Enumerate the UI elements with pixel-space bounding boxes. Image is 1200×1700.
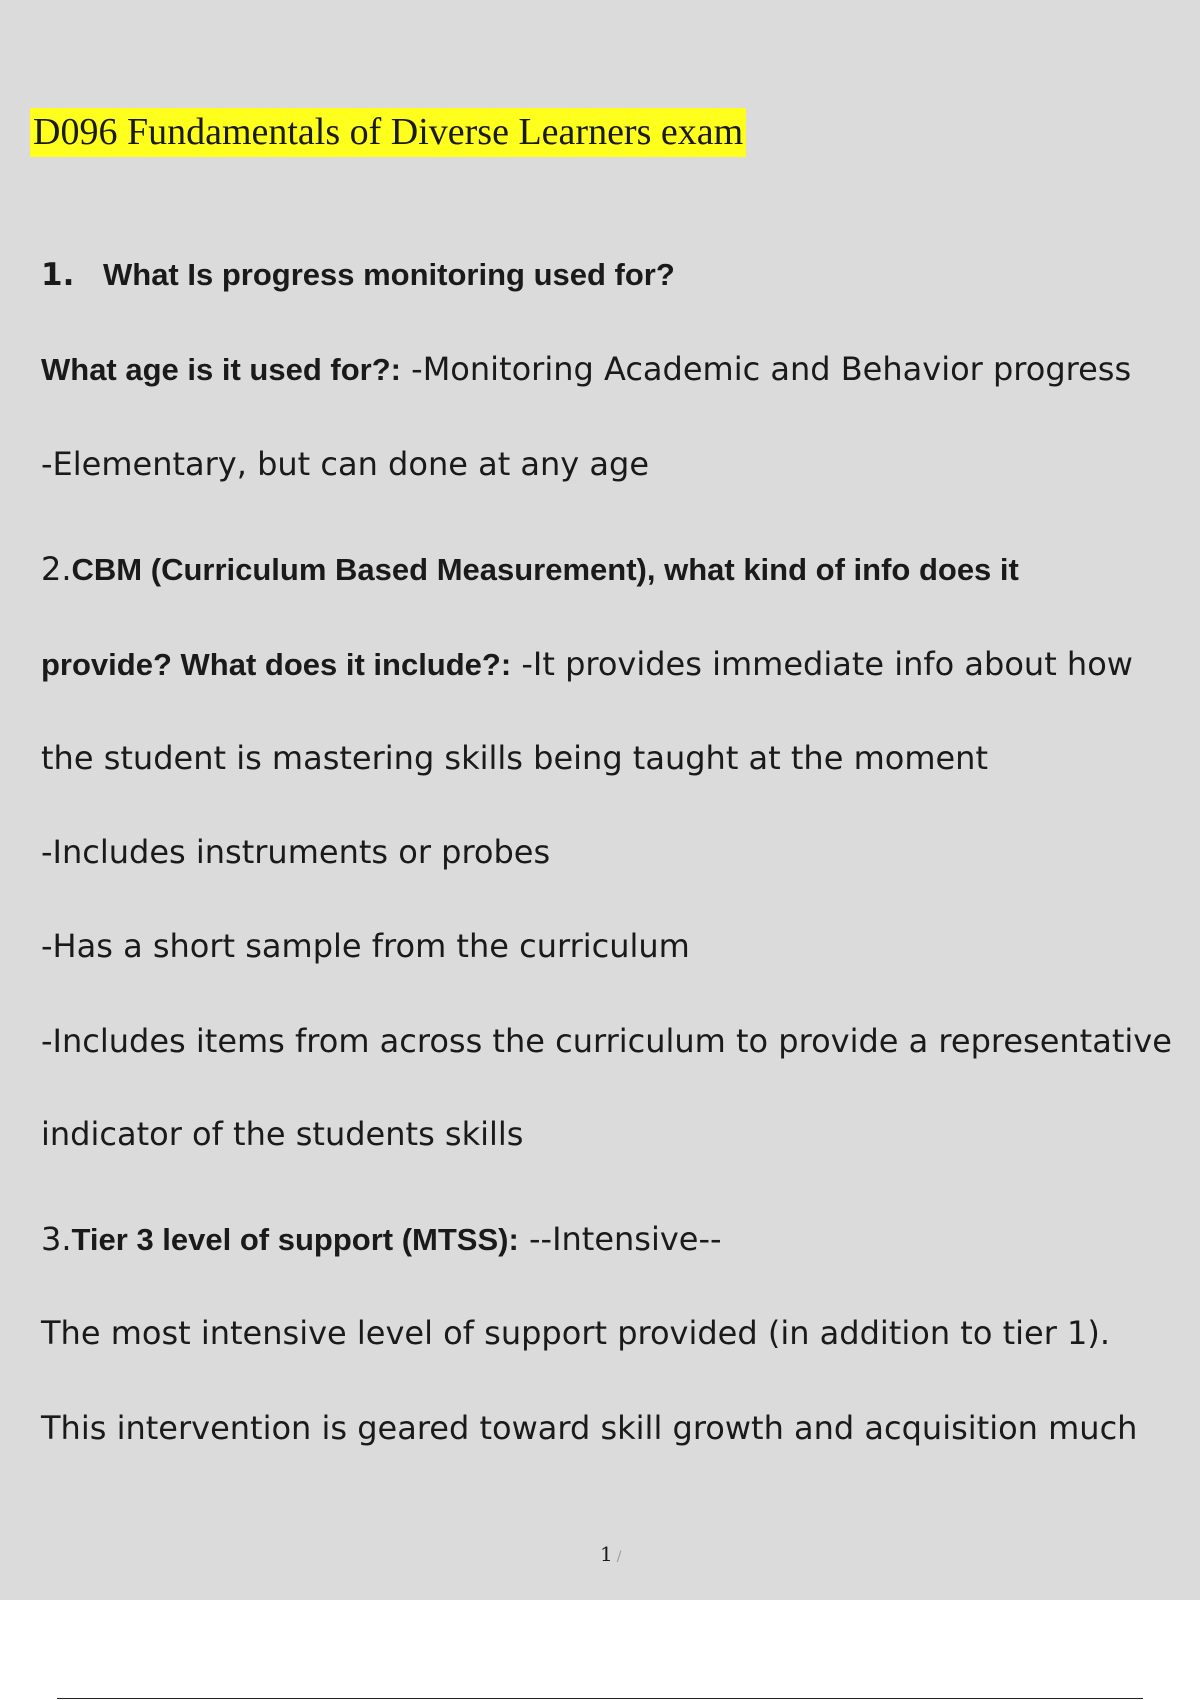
q2-question-text: CBM (Curriculum Based Measurement), what kind of info does it	[71, 552, 1019, 587]
q2-answer-inline: -It provides immediate info about how	[511, 645, 1133, 683]
q1-question-line1	[41, 254, 675, 295]
q2-question-line1	[41, 549, 1019, 590]
q1-number: 1.	[41, 257, 75, 293]
q1-question-text2: What age is it used for?:	[41, 352, 401, 387]
q2-answer-line: -Includes items from across the curriculum to provide a representative	[41, 1022, 1172, 1060]
page-number-value: 1	[600, 1542, 613, 1566]
q3-question-text: Tier 3 level of support (MTSS):	[71, 1222, 519, 1257]
q2-answer-line: -Includes instruments or probes	[41, 833, 551, 871]
q3-answer-line: This intervention is geared toward skill growth and acquisition much	[41, 1409, 1138, 1447]
q1-answer-inline: -Monitoring Academic and Behavior progress	[400, 350, 1132, 388]
document-title: D096 Fundamentals of Diverse Learners exam	[30, 108, 746, 157]
q3-answer-line: The most intensive level of support provided (in addition to tier 1).	[41, 1314, 1111, 1352]
q1-question-line2	[41, 349, 1131, 390]
q2-answer-line: the student is mastering skills being taught at the moment	[41, 739, 988, 777]
q1-question-text: What Is progress monitoring used for?	[103, 257, 675, 292]
q3-question-line	[41, 1219, 722, 1260]
q2-answer-line: -Has a short sample from the curriculum	[41, 927, 690, 965]
q2-number: 2.	[41, 550, 72, 588]
q2-question-text2: provide? What does it include?:	[41, 647, 512, 682]
q3-number: 3.	[41, 1220, 72, 1258]
q1-answer-line: -Elementary, but can done at any age	[41, 445, 650, 483]
q2-answer-line: indicator of the students skills	[41, 1115, 524, 1153]
q3-answer-inline: --Intensive--	[518, 1220, 722, 1258]
page-number	[600, 1542, 621, 1566]
q2-question-line2	[41, 644, 1133, 685]
page-number-separator: /	[616, 1549, 622, 1565]
next-page-divider	[57, 1698, 1143, 1699]
